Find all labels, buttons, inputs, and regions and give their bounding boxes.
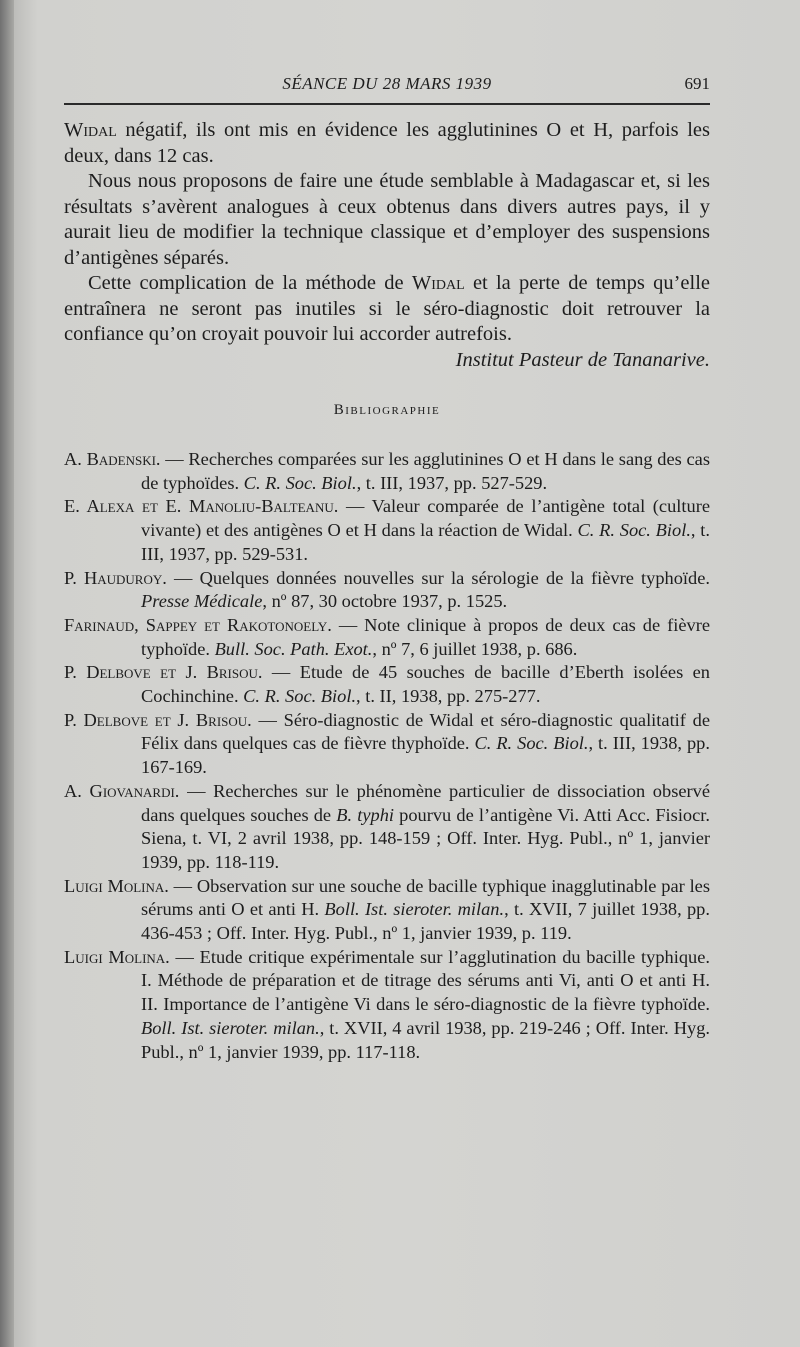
reference-tail: , nº 87, 30 octobre 1937, p. 1525. — [262, 591, 508, 612]
reference-item — [64, 495, 710, 566]
author-name: Widal — [64, 119, 117, 141]
reference-tail: , t. XVII, 4 avril 1938, pp. 219-246 ; Off. Inter. Hyg. Publ., nº 1, janvier 1939, pp. 117-118. — [141, 1017, 710, 1062]
reference-authors: Farinaud, Sappey et Rakotonoely. — [64, 614, 332, 635]
reference-item — [64, 875, 710, 946]
reference-item — [64, 614, 710, 661]
reference-text: — Etude critique expérimentale sur l’agglutination du bacille typhique. I. Méthode de préparation et de titrage des sérums anti Vi, anti O et anti H. II. Importance de l’antigène Vi dans le séro-diagnostic de la fièvre typhoïde. — [141, 946, 710, 1015]
reference-journal: Presse Médicale — [141, 591, 263, 612]
reference-item — [64, 567, 710, 614]
reference-authors: A. Giovanardi. — [64, 780, 180, 801]
paragraph-1-text: négatif, ils ont mis en évidence les agglutinines O et H, parfois les deux, dans 12 cas. — [64, 119, 710, 167]
paragraph-3-pre: Cette complication de la méthode de — [88, 272, 412, 294]
paragraph-3 — [64, 271, 710, 348]
running-title: SÉANCE DU 28 MARS 1939 — [282, 74, 492, 93]
reference-tail: , t. III, 1937, pp. 527-529. — [356, 472, 548, 493]
reference-journal: C. R. Soc. Biol. — [577, 520, 691, 541]
reference-item — [64, 709, 710, 780]
reference-authors: Luigi Molina. — [64, 946, 170, 967]
reference-journal: Boll. Ist. sieroter. milan. — [324, 899, 505, 920]
reference-tail: , nº 7, 6 juillet 1938, p. 686. — [372, 638, 578, 659]
reference-text: — Observation sur une souche de bacille typhique inagglutinable par les sérums anti O et anti H. — [141, 875, 710, 920]
paragraph-3-post: et la perte de temps qu’elle entraînera ne seront pas inutiles si le séro-diagnostic doit retrouver la confiance qu’on croyait pouvoir lui accorder autrefois. — [64, 272, 710, 345]
reference-journal: Bull. Soc. Path. Exot. — [214, 638, 373, 659]
reference-item — [64, 780, 710, 875]
reference-item — [64, 661, 710, 708]
reference-text: — Valeur comparée de l’antigène total (culture vivante) et des antigènes O et H dans la réaction de Widal. — [141, 496, 710, 541]
book-gutter — [0, 0, 14, 1347]
reference-tail: , t. III, 1937, pp. 529-531. — [141, 520, 710, 564]
reference-tail: pourvu de l’antigène Vi. Atti Acc. Fisiocr. Siena, t. VI, 2 avril 1938, pp. 148-159 ; Off. Inter. Hyg. Publ., nº 1, janvier 1939, pp. 118-119. — [141, 804, 710, 872]
author-name: Widal — [411, 272, 465, 294]
reference-journal: C. R. Soc. Biol. — [243, 686, 357, 707]
paragraph-2: Nous nous proposons de faire une étude semblable à Madagascar et, si les résultats s’avèrent analogues à ceux obtenus dans divers autres pays, il y aurait lieu de modifier la technique classique et d’employer des suspensions d’antigènes séparés. — [64, 170, 710, 269]
reference-item — [64, 946, 710, 1065]
reference-authors: P. Delbove et J. Brisou. — [64, 662, 263, 683]
reference-text: — Etude de 45 souches de bacille d’Eberth isolées en Cochinchine. — [141, 662, 710, 707]
reference-tail: , t. II, 1938, pp. 275-277. — [356, 686, 541, 707]
reference-item — [64, 448, 710, 495]
reference-journal: Boll. Ist. sieroter. milan. — [141, 1017, 320, 1038]
reference-text: — Recherches comparées sur les agglutinines O et H dans le sang des cas de typhoïdes. — [141, 449, 710, 493]
body-text — [64, 118, 710, 373]
bibliography-title: Bibliographie — [333, 402, 441, 418]
reference-text: — Quelques données nouvelles sur la sérologie de la fièvre typhoïde. — [166, 567, 710, 588]
reference-authors: Luigi Molina. — [64, 875, 169, 896]
reference-journal: C. R. Soc. Biol. — [474, 733, 589, 754]
reference-tail: , t. III, 1938, pp. 167-169. — [141, 733, 710, 778]
reference-tail: , t. XVII, 7 juillet 1938, pp. 436-453 ; Off. Inter. Hyg. Publ., nº 1, janvier 1939, p. 119. — [141, 899, 710, 944]
reference-journal: B. typhi — [336, 804, 394, 825]
reference-text: — Séro-diagnostic de Widal et séro-diagnostic qualitatif de Félix dans quelques cas de fièvre thyphoïde. — [141, 709, 710, 754]
reference-authors: A. Badenski. — [64, 449, 161, 469]
bibliography-list — [64, 448, 710, 1064]
header-rule — [64, 103, 710, 105]
reference-authors: P. Delbove et J. Brisou. — [64, 709, 252, 730]
reference-text: — Note clinique à propos de deux cas de fièvre typhoïde. — [141, 614, 710, 659]
reference-authors: E. Alexa et E. Manoliu-Balteanu. — [64, 496, 339, 517]
institution-signature: Institut Pasteur de Tananarive. — [455, 348, 710, 371]
reference-text: — Recherches sur le phénomène particulier de dissociation observé dans quelques souches de — [141, 780, 710, 825]
paragraph-1 — [64, 118, 710, 169]
reference-authors: P. Hauduroy. — [64, 567, 167, 588]
running-header — [64, 74, 710, 98]
reference-journal: C. R. Soc. Biol. — [243, 472, 357, 493]
page-number: 691 — [684, 74, 710, 93]
